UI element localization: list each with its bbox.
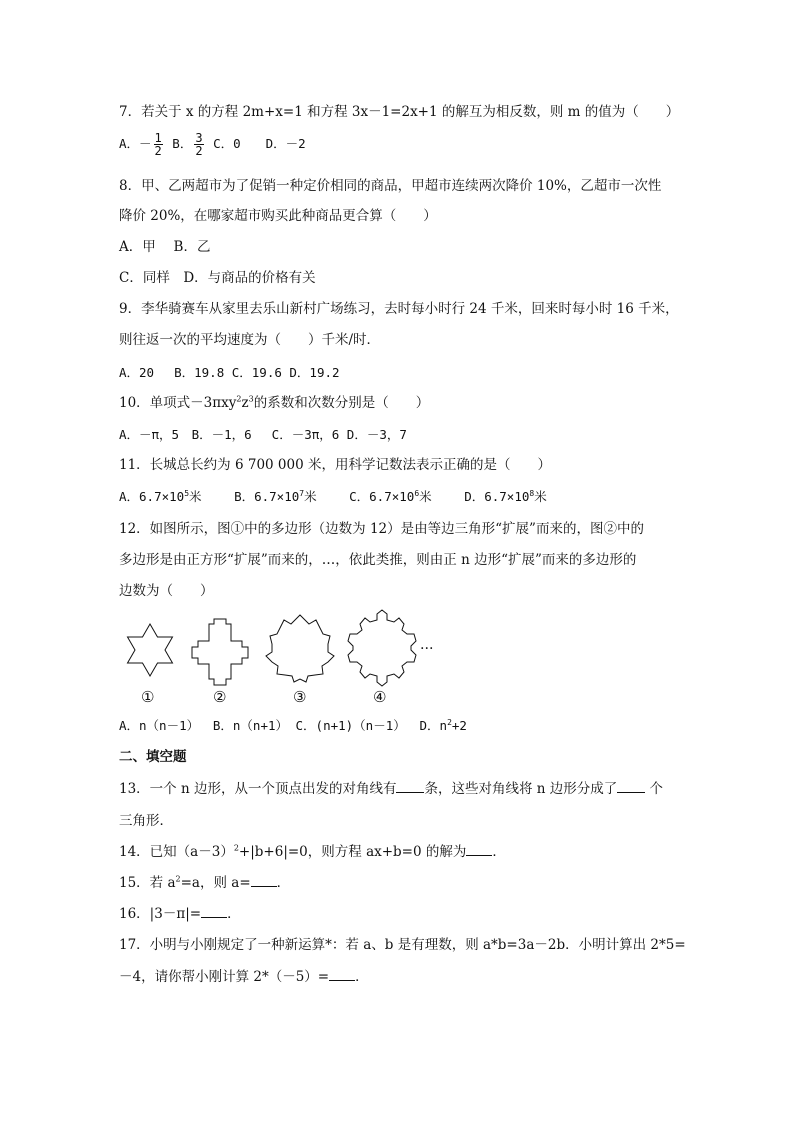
q14 bbox=[119, 843, 506, 861]
q12-option-d-exponent: 2 bbox=[447, 717, 452, 727]
figure-label-2: ② bbox=[213, 688, 227, 706]
q8-options-1: A．甲 B．乙 bbox=[119, 239, 211, 255]
q13-blank-1 bbox=[396, 780, 424, 793]
q8-line2: 降价 20%，在哪家超市购买此种商品更合算（ ） bbox=[119, 208, 437, 224]
q17-line2 bbox=[119, 968, 369, 986]
figure-label-1: ① bbox=[141, 688, 155, 706]
q17-text-1: －4，请你帮小刚计算 2*（－5）= bbox=[119, 969, 330, 985]
q12-line2: 多边形是由正方形“扩展”而来的，…，依此类推，则由正 n 边形“扩展”而来的多边形的 bbox=[119, 552, 637, 568]
q9-line2: 则往返一次的平均速度为（ ）千米/时． bbox=[119, 332, 381, 348]
q15 bbox=[119, 874, 290, 892]
figure-pentagon-expansion bbox=[264, 610, 336, 682]
q16-blank bbox=[201, 905, 227, 918]
figure-square-expansion bbox=[186, 615, 256, 685]
q14-text-2: +|b+6|=0，则方程 ax+b=0 的解为 bbox=[238, 844, 467, 860]
q16 bbox=[119, 905, 241, 923]
q10-stem-b: xy bbox=[221, 395, 237, 411]
q15-exponent: 2 bbox=[175, 874, 181, 884]
q8-options-2: C．同样 D．与商品的价格有关 bbox=[119, 270, 316, 286]
q7-option-b-prefix: B． bbox=[172, 136, 193, 151]
q10-exponent-z: 3 bbox=[248, 394, 254, 404]
section-heading-fill-in: 二、填空题 bbox=[119, 749, 187, 765]
figure-label-4: ④ bbox=[373, 688, 387, 706]
q14-text-1: 14．已知（a－3） bbox=[119, 844, 234, 860]
q10-exponent-y: 2 bbox=[236, 394, 242, 404]
q14-text-3: ． bbox=[492, 844, 506, 860]
q13-text-1: 13．一个 n 边形，从一个顶点出发的对角线有 bbox=[119, 781, 397, 797]
q13-text-2: 条，这些对角线将 n 边形分成了 bbox=[424, 781, 618, 797]
q14-blank bbox=[466, 843, 492, 856]
q11-option-a-unit: 米 bbox=[189, 489, 202, 504]
q10-stem-a: 10．单项式－3π bbox=[119, 395, 222, 411]
q11-option-c: C．6.7×10 bbox=[349, 489, 415, 504]
q11-option-c-exponent: 6 bbox=[414, 488, 420, 498]
q11-options bbox=[119, 488, 547, 506]
q11-option-a-exponent: 5 bbox=[184, 488, 190, 498]
q15-blank bbox=[251, 874, 277, 887]
q12-line3: 边数为（ ） bbox=[119, 583, 214, 599]
q11-option-c-unit: 米 bbox=[419, 489, 432, 504]
q7-options-rest: C．0 D．－2 bbox=[213, 136, 306, 151]
q7-options bbox=[119, 132, 306, 157]
q11-option-b: B．6.7×10 bbox=[234, 489, 300, 504]
q13-line1 bbox=[119, 780, 663, 798]
q11-option-b-exponent: 7 bbox=[299, 488, 305, 498]
q13-text-3: 个 bbox=[645, 781, 664, 797]
q15-text-1: 15．若 a bbox=[119, 875, 176, 891]
q16-text-1: 16．|3－π|= bbox=[119, 906, 202, 922]
q12-options bbox=[119, 717, 467, 735]
q7-a-numerator: 1 bbox=[154, 131, 162, 145]
q13-line2: 三角形． bbox=[119, 813, 173, 829]
q7-option-a-fraction bbox=[154, 132, 163, 157]
q11-option-d-unit: 米 bbox=[534, 489, 547, 504]
q15-text-3: ． bbox=[276, 875, 291, 891]
q7-option-a-prefix: A．－ bbox=[119, 136, 152, 151]
q12-options-text: A．n（n－1） B．n（n+1） C．(n+1)（n－1） D．n bbox=[119, 718, 448, 733]
q10-options: A．－π，5 B．－1，6 C．－3π，6 D．－3，7 bbox=[119, 427, 407, 442]
q15-text-2: =a，则 a= bbox=[180, 875, 251, 891]
q17-blank bbox=[329, 968, 355, 981]
q8-line1: 8．甲、乙两超市为了促销一种定价相同的商品，甲超市连续两次降价 10%，乙超市一次性 bbox=[119, 178, 662, 194]
q9-line1: 9．李华骑赛车从家里去乐山新村广场练习，去时每小时行 24 千米，回来时每小时 16 千米， bbox=[119, 301, 679, 317]
figure-star-polygon bbox=[120, 620, 180, 690]
q11-stem: 11．长城总长约为 6 700 000 米，用科学记数法表示正确的是（ ） bbox=[119, 457, 551, 473]
q7-a-denominator: 2 bbox=[154, 144, 162, 158]
q12-options-end: +2 bbox=[451, 718, 467, 733]
figure-hexagon-expansion bbox=[344, 608, 420, 684]
q11-option-d: D．6.7×10 bbox=[464, 489, 530, 504]
q17-line1: 17．小明与小刚规定了一种新运算*：若 a、b 是有理数，则 a*b=3a－2b．小明计算出 2*5= bbox=[119, 937, 686, 953]
q7-stem: 7．若关于 x 的方程 2m+x=1 和方程 3x－1=2x+1 的解互为相反数，则 m 的值为（ ） bbox=[119, 104, 680, 120]
q7-b-numerator: 3 bbox=[195, 131, 203, 145]
q7-option-b-fraction bbox=[194, 132, 203, 157]
q12-line1: 12．如图所示，图①中的多边形（边数为 12）是由等边三角形“扩展”而来的，图②中的 bbox=[119, 521, 644, 537]
q10-stem-d: 的系数和次数分别是（ ） bbox=[253, 395, 430, 411]
q13-blank-2 bbox=[617, 780, 645, 793]
q10-stem-c: z bbox=[241, 395, 249, 411]
q7-b-denominator: 2 bbox=[195, 144, 203, 158]
q11-option-d-exponent: 8 bbox=[529, 488, 535, 498]
q11-option-b-unit: 米 bbox=[304, 489, 317, 504]
q17-text-2: ． bbox=[355, 969, 369, 985]
q14-exponent: 2 bbox=[233, 843, 239, 853]
figure-ellipsis: … bbox=[420, 637, 434, 653]
q10-stem bbox=[119, 394, 429, 412]
figure-label-3: ③ bbox=[293, 688, 307, 706]
q16-text-2: ． bbox=[227, 906, 241, 922]
q11-option-a: A．6.7×10 bbox=[119, 489, 185, 504]
q9-options: A．20 B．19.8 C．19.6 D．19.2 bbox=[119, 365, 340, 380]
